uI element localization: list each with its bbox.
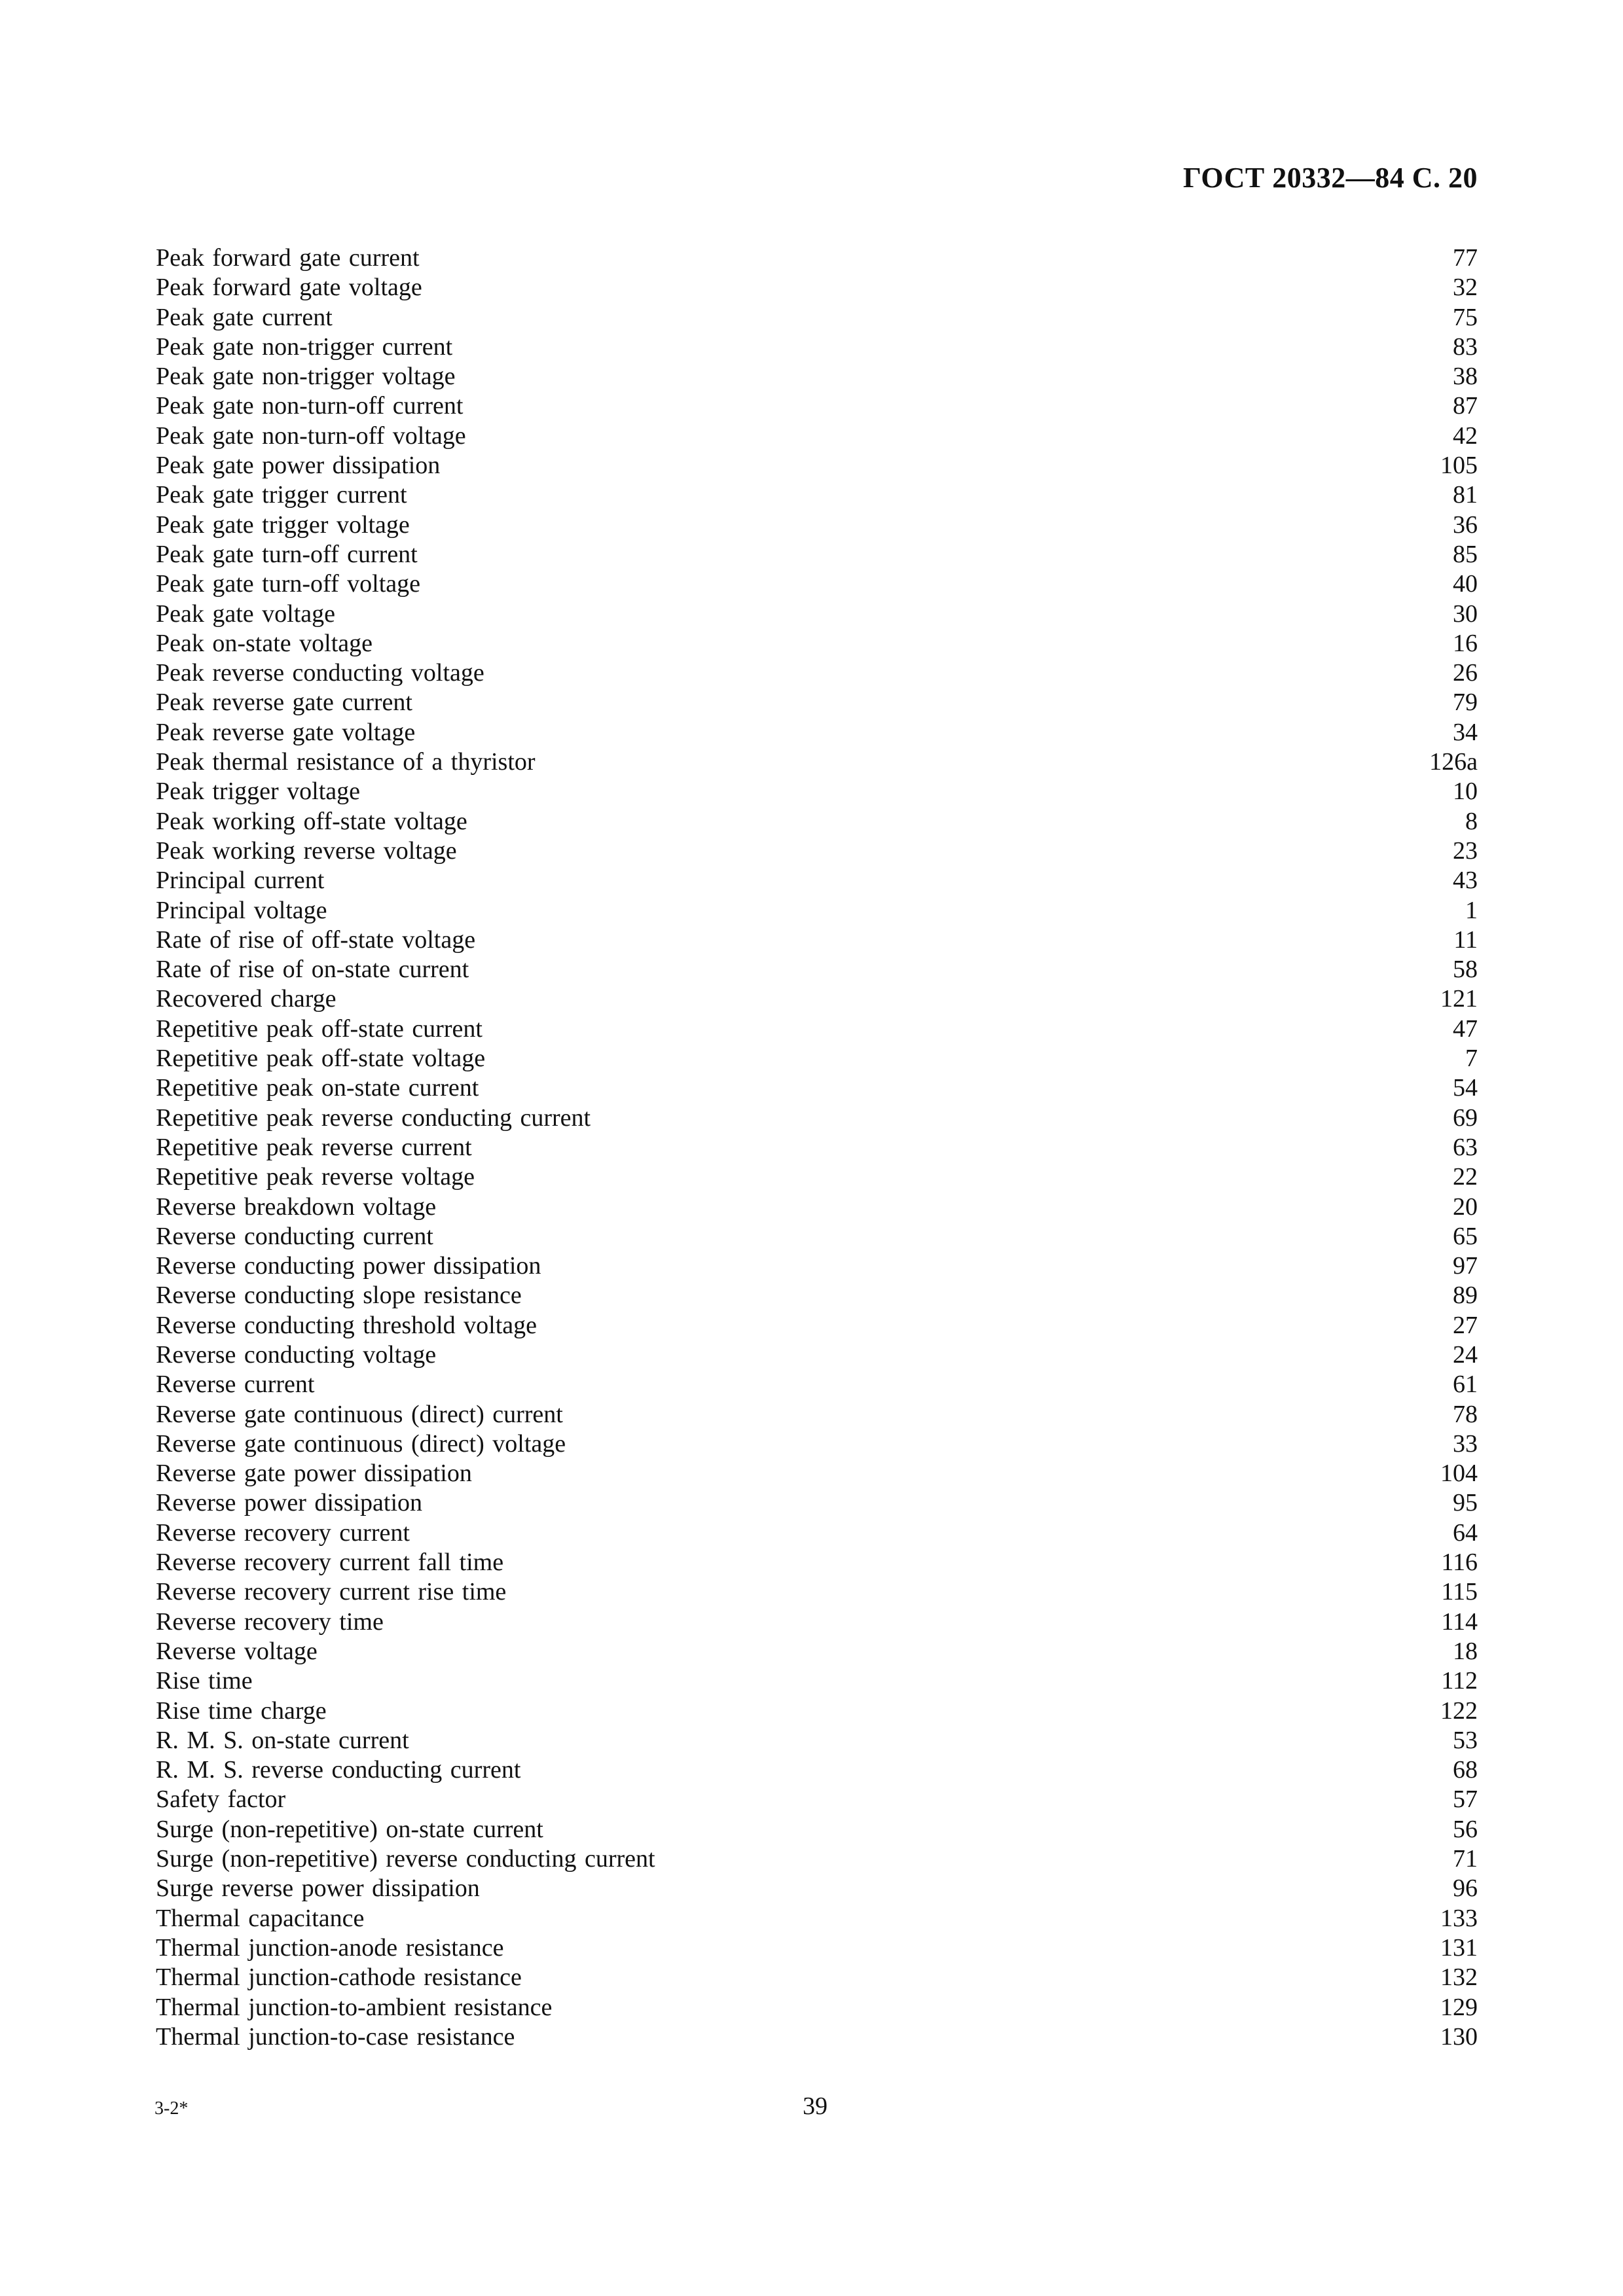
index-term: Peak trigger voltage <box>156 778 361 806</box>
index-reference-number: 58 <box>1453 956 1478 984</box>
index-term: Repetitive peak reverse voltage <box>156 1163 475 1191</box>
index-term: Peak forward gate current <box>156 244 420 272</box>
index-entry <box>156 747 1478 777</box>
index-term: Repetitive peak on-state current <box>156 1074 479 1102</box>
index-entry <box>156 1844 1478 1874</box>
index-entry <box>156 1874 1478 1903</box>
index-entry <box>156 600 1478 629</box>
index-term: Peak gate non-trigger voltage <box>156 363 456 391</box>
index-entry <box>156 569 1478 599</box>
index-reference-number: 38 <box>1453 363 1478 391</box>
index-term: Reverse breakdown voltage <box>156 1193 437 1221</box>
index-reference-number: 81 <box>1453 481 1478 509</box>
index-entry <box>156 1222 1478 1251</box>
index-entry <box>156 1904 1478 1933</box>
index-term: Thermal junction-to-ambient resistance <box>156 1993 553 2021</box>
index-entry <box>156 362 1478 391</box>
index-term: Repetitive peak off-state voltage <box>156 1045 486 1073</box>
index-term: Peak working reverse voltage <box>156 836 457 865</box>
index-reference-number: 7 <box>1465 1045 1478 1073</box>
index-reference-number: 130 <box>1440 2022 1478 2051</box>
index-term: Rate of rise of on-state current <box>156 956 469 984</box>
index-term: Peak on-state voltage <box>156 629 373 657</box>
index-term: Peak gate trigger voltage <box>156 511 410 539</box>
index-entry <box>156 807 1478 836</box>
index-term: Peak thermal resistance of a thyristor <box>156 748 536 776</box>
index-entry <box>156 718 1478 747</box>
index-entry <box>156 688 1478 717</box>
index-entry <box>156 1429 1478 1459</box>
index-term: Reverse recovery current <box>156 1518 410 1547</box>
index-term: Repetitive peak reverse current <box>156 1133 472 1161</box>
index-term: Reverse current <box>156 1371 315 1399</box>
index-term: Peak reverse conducting voltage <box>156 659 484 687</box>
index-reference-number: 83 <box>1453 332 1478 361</box>
index-entry <box>156 925 1478 955</box>
index-entry <box>156 273 1478 302</box>
index-term: Reverse gate power dissipation <box>156 1460 472 1488</box>
index-reference-number: 57 <box>1453 1785 1478 1814</box>
index-term: Peak gate non-turn-off current <box>156 392 464 420</box>
index-reference-number: 69 <box>1453 1103 1478 1132</box>
index-entry <box>156 1370 1478 1399</box>
index-reference-number: 32 <box>1453 274 1478 302</box>
index-entry <box>156 1162 1478 1192</box>
index-term: R. M. S. reverse conducting current <box>156 1756 521 1784</box>
index-entry <box>156 540 1478 569</box>
index-term: Peak forward gate voltage <box>156 274 422 302</box>
index-reference-number: 36 <box>1453 511 1478 539</box>
index-term: Reverse recovery time <box>156 1607 384 1636</box>
index-entry <box>156 1637 1478 1666</box>
index-entry <box>156 1014 1478 1044</box>
index-reference-number: 133 <box>1440 1904 1478 1932</box>
index-entry <box>156 955 1478 984</box>
index-term: Thermal capacitance <box>156 1904 365 1932</box>
index-reference-number: 23 <box>1453 836 1478 865</box>
index-reference-number: 122 <box>1440 1696 1478 1725</box>
page-number: 39 <box>803 2092 828 2120</box>
index-entry <box>156 1518 1478 1548</box>
index-reference-number: 129 <box>1440 1993 1478 2021</box>
index-term: Reverse conducting threshold voltage <box>156 1311 538 1339</box>
page-header-title: ГОСТ 20332—84 С. 20 <box>1182 162 1478 194</box>
index-reference-number: 114 <box>1441 1607 1478 1636</box>
index-term: Thermal junction-to-case resistance <box>156 2022 515 2051</box>
index-reference-number: 126a <box>1429 748 1478 776</box>
index-entry <box>156 1459 1478 1488</box>
index-term: Peak gate voltage <box>156 600 336 628</box>
index-entry <box>156 896 1478 925</box>
index-term: Peak gate non-trigger current <box>156 332 453 361</box>
index-reference-number: 22 <box>1453 1163 1478 1191</box>
index-reference-number: 78 <box>1453 1400 1478 1428</box>
index-term: Rate of rise of off-state voltage <box>156 925 476 954</box>
index-reference-number: 8 <box>1465 807 1478 835</box>
index-entry <box>156 1488 1478 1518</box>
index-reference-number: 24 <box>1453 1340 1478 1369</box>
index-reference-number: 75 <box>1453 303 1478 331</box>
footer-signature-code: 3-2* <box>155 2098 189 2119</box>
index-entry <box>156 658 1478 688</box>
index-term: Reverse recovery current rise time <box>156 1578 507 1606</box>
index-entry <box>156 1548 1478 1577</box>
index-term: Safety factor <box>156 1785 286 1814</box>
index-reference-number: 77 <box>1453 244 1478 272</box>
index-entry <box>156 1993 1478 2022</box>
index-entry <box>156 1193 1478 1222</box>
index-reference-number: 56 <box>1453 1815 1478 1843</box>
index-term: Peak reverse gate current <box>156 689 412 717</box>
index-reference-number: 65 <box>1453 1222 1478 1250</box>
index-entry <box>156 303 1478 332</box>
index-term: Peak gate current <box>156 303 333 331</box>
index-reference-number: 10 <box>1453 778 1478 806</box>
index-reference-number: 20 <box>1453 1193 1478 1221</box>
index-reference-number: 30 <box>1453 600 1478 628</box>
index-entry <box>156 391 1478 421</box>
index-reference-number: 16 <box>1453 629 1478 657</box>
index-term: Reverse recovery current fall time <box>156 1549 504 1577</box>
index-term: Principal current <box>156 867 325 895</box>
index-entry <box>156 1251 1478 1281</box>
index-reference-number: 64 <box>1453 1518 1478 1547</box>
index-entry <box>156 480 1478 510</box>
index-entry <box>156 866 1478 895</box>
index-entry <box>156 1726 1478 1755</box>
index-entry <box>156 511 1478 540</box>
index-reference-number: 34 <box>1453 718 1478 746</box>
index-entry <box>156 777 1478 806</box>
index-term: R. M. S. on-state current <box>156 1726 409 1754</box>
index-term: Reverse conducting current <box>156 1222 433 1250</box>
index-reference-number: 97 <box>1453 1252 1478 1280</box>
index-entry <box>156 1044 1478 1073</box>
index-reference-number: 105 <box>1440 452 1478 480</box>
index-term: Peak gate trigger current <box>156 481 407 509</box>
index-entry <box>156 1933 1478 1963</box>
index-term: Surge reverse power dissipation <box>156 1874 480 1903</box>
index-term: Reverse conducting power dissipation <box>156 1252 541 1280</box>
index-reference-number: 71 <box>1453 1845 1478 1873</box>
index-term: Thermal junction-anode resistance <box>156 1933 504 1962</box>
index-reference-number: 95 <box>1453 1489 1478 1517</box>
index-term: Peak reverse gate voltage <box>156 718 416 746</box>
index-reference-number: 42 <box>1453 422 1478 450</box>
index-reference-number: 112 <box>1441 1667 1478 1695</box>
index-reference-number: 54 <box>1453 1074 1478 1102</box>
index-reference-number: 115 <box>1441 1578 1478 1606</box>
index-reference-number: 132 <box>1440 1964 1478 1992</box>
index-reference-number: 96 <box>1453 1874 1478 1903</box>
index-entry <box>156 422 1478 451</box>
index-term: Rise time charge <box>156 1696 327 1725</box>
index-term: Reverse gate continuous (direct) current <box>156 1400 563 1428</box>
index-term: Peak working off-state voltage <box>156 807 467 835</box>
index-entry <box>156 984 1478 1014</box>
index-reference-number: 33 <box>1453 1429 1478 1458</box>
index-entry <box>156 836 1478 866</box>
index-entry <box>156 1696 1478 1726</box>
index-entry <box>156 1815 1478 1844</box>
index-term: Reverse gate continuous (direct) voltage <box>156 1429 566 1458</box>
index-term: Surge (non-repetitive) on-state current <box>156 1815 543 1843</box>
index-entry <box>156 1963 1478 1992</box>
index-term: Repetitive peak reverse conducting current <box>156 1103 591 1132</box>
index-entry <box>156 1073 1478 1103</box>
index-term: Recovered charge <box>156 985 337 1013</box>
index-entry <box>156 1133 1478 1162</box>
index-term: Thermal junction-cathode resistance <box>156 1964 522 1992</box>
index-reference-number: 47 <box>1453 1014 1478 1043</box>
index-term: Rise time <box>156 1667 253 1695</box>
index-reference-number: 1 <box>1465 896 1478 924</box>
index-reference-number: 11 <box>1453 925 1478 954</box>
index-entry <box>156 1311 1478 1340</box>
index-reference-number: 18 <box>1453 1637 1478 1665</box>
index-entry <box>156 243 1478 273</box>
index-entry <box>156 2022 1478 2052</box>
index-reference-number: 79 <box>1453 689 1478 717</box>
index-term: Principal voltage <box>156 896 327 924</box>
index-reference-number: 61 <box>1453 1371 1478 1399</box>
index-entry <box>156 1400 1478 1429</box>
index-entry <box>156 629 1478 658</box>
index-term: Reverse power dissipation <box>156 1489 423 1517</box>
index-term: Surge (non-repetitive) reverse conducting current <box>156 1845 655 1873</box>
index-reference-number: 68 <box>1453 1756 1478 1784</box>
term-index-list <box>156 243 1478 2052</box>
index-entry <box>156 1785 1478 1814</box>
index-entry <box>156 451 1478 480</box>
index-reference-number: 53 <box>1453 1726 1478 1754</box>
index-term: Reverse voltage <box>156 1637 318 1665</box>
index-term: Peak gate turn-off voltage <box>156 570 420 598</box>
index-entry <box>156 1577 1478 1607</box>
index-entry <box>156 1755 1478 1785</box>
index-term: Peak gate turn-off current <box>156 540 418 568</box>
index-term: Reverse conducting slope resistance <box>156 1282 522 1310</box>
index-reference-number: 89 <box>1453 1282 1478 1310</box>
index-reference-number: 116 <box>1441 1549 1478 1577</box>
index-reference-number: 121 <box>1440 985 1478 1013</box>
index-reference-number: 40 <box>1453 570 1478 598</box>
index-entry <box>156 1340 1478 1370</box>
index-reference-number: 85 <box>1453 540 1478 568</box>
index-reference-number: 26 <box>1453 659 1478 687</box>
index-entry <box>156 1281 1478 1310</box>
index-entry <box>156 1666 1478 1696</box>
index-reference-number: 43 <box>1453 867 1478 895</box>
index-reference-number: 27 <box>1453 1311 1478 1339</box>
index-reference-number: 63 <box>1453 1133 1478 1161</box>
index-term: Peak gate power dissipation <box>156 452 441 480</box>
index-entry <box>156 332 1478 362</box>
index-term: Reverse conducting voltage <box>156 1340 437 1369</box>
index-entry <box>156 1607 1478 1637</box>
index-reference-number: 131 <box>1440 1933 1478 1962</box>
index-term: Repetitive peak off-state current <box>156 1014 483 1043</box>
index-reference-number: 87 <box>1453 392 1478 420</box>
index-entry <box>156 1103 1478 1133</box>
index-reference-number: 104 <box>1440 1460 1478 1488</box>
index-term: Peak gate non-turn-off voltage <box>156 422 466 450</box>
